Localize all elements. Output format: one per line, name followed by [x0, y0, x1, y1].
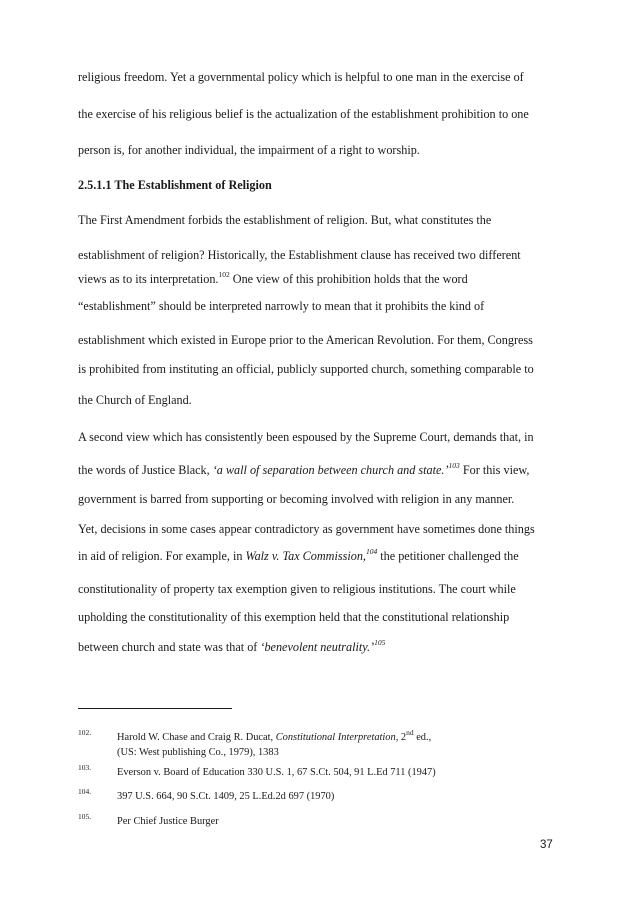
paragraph-2-line-2: establishment of religion? Historically, the Establishment clause has received two different — [78, 248, 521, 262]
text-run: between church and state was that of — [78, 640, 261, 654]
paragraph-2-line-1: The First Amendment forbids the establishment of religion. But, what constitutes the — [78, 213, 492, 227]
footnote-102-line-2: (US: West publishing Co., 1979), 1383 — [117, 747, 279, 758]
paragraph-1-line-3: person is, for another individual, the impairment of a right to worship. — [78, 143, 420, 157]
quote-text: ‘a wall of separation between church and state.’ — [212, 463, 449, 477]
footnote-ref-103[interactable]: 103 — [448, 460, 460, 470]
footnote-103-text: Everson v. Board of Education 330 U.S. 1, 67 S.Ct. 504, 91 L.Ed 711 (1947) — [117, 767, 436, 778]
text-run: views as to its interpretation. — [78, 272, 219, 286]
footnote-number-104: 104. — [78, 787, 92, 796]
paragraph-2-line-7: the Church of England. — [78, 393, 192, 407]
text-run: in aid of religion. For example, in — [78, 549, 246, 563]
text-run: the words of Justice Black, — [78, 463, 213, 477]
paragraph-3-line-8 — [78, 637, 386, 654]
page-number: 37 — [540, 839, 553, 851]
footnote-number-103: 103. — [78, 763, 92, 772]
superscript: nd — [406, 727, 414, 737]
case-name: Walz v. Tax Commission, — [245, 549, 366, 563]
paragraph-3-line-4: Yet, decisions in some cases appear contradictory as government have sometimes done things — [78, 522, 535, 536]
footnote-102-line-1 — [117, 727, 432, 744]
paragraph-2-line-4: “establishment” should be interpreted narrowly to mean that it prohibits the kind of — [78, 299, 485, 313]
paragraph-2-line-5: establishment which existed in Europe prior to the American Revolution. For them, Congress — [78, 333, 533, 347]
paragraph-3-line-7: upholding the constitutionality of this exemption held that the constitutional relationship — [78, 610, 510, 624]
quote-text: ‘benevolent neutrality.’ — [260, 640, 375, 654]
footnote-number-102: 102. — [78, 728, 92, 737]
footnote-ref-102[interactable]: 102 — [218, 269, 230, 279]
paragraph-3-line-3: government is barred from supporting or becoming involved with religion in any manner. — [78, 492, 515, 506]
section-heading: 2.5.1.1 The Establishment of Religion — [78, 178, 272, 192]
text-run: 2 — [398, 732, 407, 743]
text-run: Harold W. Chase and Craig R. Ducat, — [117, 732, 276, 743]
paragraph-3-line-2 — [78, 460, 530, 477]
footnote-105-text: Per Chief Justice Burger — [117, 816, 219, 827]
paragraph-2-line-6: is prohibited from instituting an official, publicly supported church, something comparable to — [78, 362, 534, 376]
text-run: For this view, — [459, 463, 530, 477]
footnote-ref-105[interactable]: 105 — [374, 637, 386, 647]
paragraph-1-line-2: the exercise of his religious belief is the actualization of the establishment prohibition to one — [78, 107, 529, 121]
footnote-ref-104[interactable]: 104 — [365, 546, 378, 556]
paragraph-3-line-1: A second view which has consistently been espoused by the Supreme Court, demands that, in — [78, 430, 534, 444]
footnote-number-105: 105. — [78, 812, 92, 821]
book-title: Constitutional Interpretation, — [275, 732, 399, 743]
paragraph-2-line-3 — [78, 269, 468, 286]
footnote-separator — [78, 708, 232, 709]
paragraph-3-line-6: constitutionality of property tax exemption given to religious institutions. The court while — [78, 582, 516, 596]
text-run: ed., — [413, 732, 432, 743]
paragraph-3-line-5 — [78, 546, 519, 563]
text-run: One view of this prohibition holds that the word — [229, 272, 468, 286]
paragraph-1-line-1: religious freedom. Yet a governmental policy which is helpful to one man in the exercise of — [78, 70, 524, 84]
footnote-104-text: 397 U.S. 664, 90 S.Ct. 1409, 25 L.Ed.2d 697 (1970) — [117, 791, 335, 802]
text-run: the petitioner challenged the — [377, 549, 519, 563]
